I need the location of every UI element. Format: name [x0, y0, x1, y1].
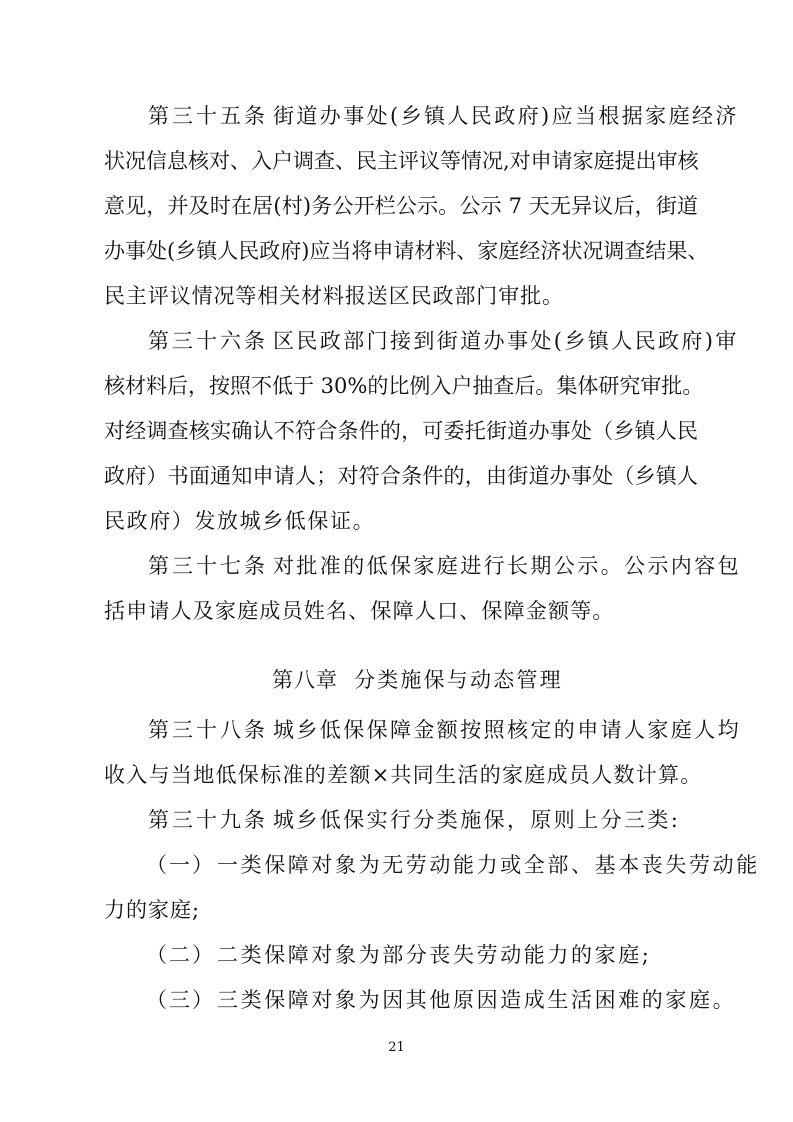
list-item-marker: （二）	[146, 943, 215, 967]
list-item-text: 三类保障对象为因其他原因造成生活困难的家庭。	[217, 988, 737, 1012]
article-text-line: 城乡低保保障金额按照核定的申请人家庭人均	[273, 718, 741, 742]
page-number: 21	[388, 1040, 405, 1055]
article-label: 第三十六条	[148, 329, 268, 353]
article-text-line: 区民政部门接到街道办事处(乡镇人民政府)审	[273, 329, 739, 353]
article-text-line: 街道办事处(乡镇人民政府)应当根据家庭经济	[273, 104, 739, 128]
list-item-marker: （一）	[146, 853, 215, 877]
article-text-line: 民政府）发放城乡低保证。	[104, 509, 376, 533]
list-item-text: 一类保障对象为无劳动能力或全部、基本丧失劳动能	[217, 853, 760, 877]
article-text-line: 民主评议情况等相关材料报送区民政部门审批。	[104, 284, 564, 308]
article-text-line: 状况信息核对、入户调查、民主评议等情况,对申请家庭提出审核	[104, 149, 699, 173]
chapter-number: 第八章	[272, 668, 338, 692]
article-label: 第三十五条	[148, 104, 268, 128]
article-text-line: 意见，并及时在居(村)务公开栏公示。公示 7 天无异议后，街道	[104, 194, 698, 218]
list-item-text: 力的家庭;	[104, 898, 201, 922]
article-text-line: 核材料后，按照不低于 30%的比例入户抽查后。集体研究审批。	[104, 374, 704, 398]
article-label: 第三十九条	[148, 808, 268, 832]
article-label: 第三十八条	[148, 718, 268, 742]
article-text-line: 括申请人及家庭成员姓名、保障人口、保障金额等。	[104, 599, 615, 623]
article-label: 第三十七条	[148, 554, 268, 578]
article-text-line: 城乡低保实行分类施保，原则上分三类:	[273, 808, 681, 832]
article-text-line: 对经调查核实确认不符合条件的，可委托街道办事处（乡镇人民	[104, 419, 698, 443]
article-text-line: 办事处(乡镇人民政府)应当将申请材料、家庭经济状况调查结果、	[104, 239, 709, 263]
list-item-marker: （三）	[146, 988, 215, 1012]
article-text-line: 对批准的低保家庭进行长期公示。公示内容包	[273, 554, 741, 578]
list-item-text: 二类保障对象为部分丧失劳动能力的家庭;	[217, 943, 652, 967]
chapter-title: 分类施保与动态管理	[354, 668, 563, 692]
article-text-line: 政府）书面通知申请人；对符合条件的，由街道办事处（乡镇人	[104, 464, 698, 488]
article-text-line: 收入与当地低保标准的差额×共同生活的家庭成员人数计算。	[104, 763, 703, 787]
